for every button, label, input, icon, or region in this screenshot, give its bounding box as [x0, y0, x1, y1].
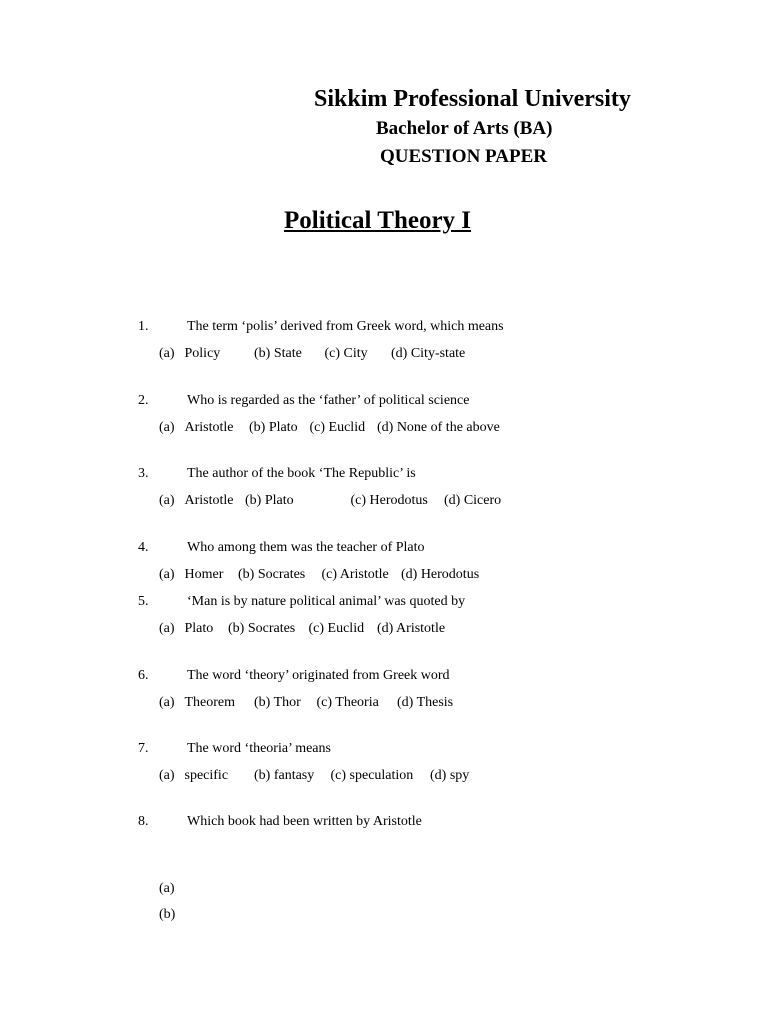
option: (d) Aristotle [377, 621, 446, 636]
option: (b) fantasy [254, 768, 315, 783]
option: (d) Cicero [444, 493, 502, 508]
options-row [159, 493, 501, 509]
option: (b) Plato [249, 420, 298, 435]
option: (c) City [324, 346, 368, 361]
question-text: Which book had been written by Aristotle [187, 814, 422, 829]
question-text: ‘Man is by nature political animal’ was quoted by [187, 594, 466, 609]
option: Aristotle [184, 420, 234, 435]
question-text: The author of the book ‘The Republic’ is [187, 466, 416, 481]
option-letter: (a) [159, 881, 175, 896]
option: (c) Herodotus [350, 493, 428, 508]
degree-name: Bachelor of Arts (BA) [376, 118, 553, 139]
option: (c) Aristotle [321, 567, 389, 582]
options-row [159, 768, 469, 784]
option-letter: (a) [159, 420, 175, 435]
subject-title: Political Theory I [284, 207, 472, 234]
option: (b) Plato [245, 493, 294, 508]
option-letter: (b) [159, 907, 176, 922]
option: (d) City-state [391, 346, 466, 361]
option: (c) speculation [330, 768, 414, 783]
option: (c) Euclid [308, 621, 365, 636]
question-number: 1. [138, 319, 149, 334]
options-row [159, 567, 479, 583]
option: (d) Herodotus [401, 567, 480, 582]
option-letter: (a) [159, 493, 175, 508]
options-row [159, 621, 445, 637]
question-number: 7. [138, 741, 149, 756]
question-number: 6. [138, 668, 149, 683]
question-text: The word ‘theory’ originated from Greek word [187, 668, 450, 683]
options-row [159, 695, 453, 711]
option-letter: (a) [159, 695, 175, 710]
option: (c) Theoria [316, 695, 379, 710]
question-text: The word ‘theoria’ means [187, 741, 331, 756]
option: specific [184, 768, 229, 783]
question-number: 5. [138, 594, 149, 609]
option: (d) Thesis [397, 695, 454, 710]
option: (c) Euclid [309, 420, 366, 435]
option-letter: (a) [159, 621, 175, 636]
option-letter: (a) [159, 567, 175, 582]
question-number: 3. [138, 466, 149, 481]
paper-type: QUESTION PAPER [380, 146, 547, 167]
option: Policy [184, 346, 221, 361]
option: Homer [184, 567, 224, 582]
option: Theorem [184, 695, 236, 710]
option: (d) spy [430, 768, 470, 783]
option: (b) Thor [254, 695, 301, 710]
question-number: 8. [138, 814, 149, 829]
options-row [159, 420, 500, 436]
option-letter: (a) [159, 346, 175, 361]
question-text: Who among them was the teacher of Plato [187, 540, 425, 555]
university-name: Sikkim Professional University [314, 86, 631, 112]
question-text: Who is regarded as the ‘father’ of political science [187, 393, 470, 408]
option: (b) Socrates [228, 621, 296, 636]
option: (d) None of the above [377, 420, 500, 435]
question-number: 2. [138, 393, 149, 408]
option: Plato [184, 621, 214, 636]
option-letter: (a) [159, 768, 175, 783]
option: (b) Socrates [238, 567, 306, 582]
question-number: 4. [138, 540, 149, 555]
option: Aristotle [184, 493, 234, 508]
question-text: The term ‘polis’ derived from Greek word, which means [187, 319, 504, 334]
options-row [159, 346, 465, 362]
option: (b) State [254, 346, 302, 361]
